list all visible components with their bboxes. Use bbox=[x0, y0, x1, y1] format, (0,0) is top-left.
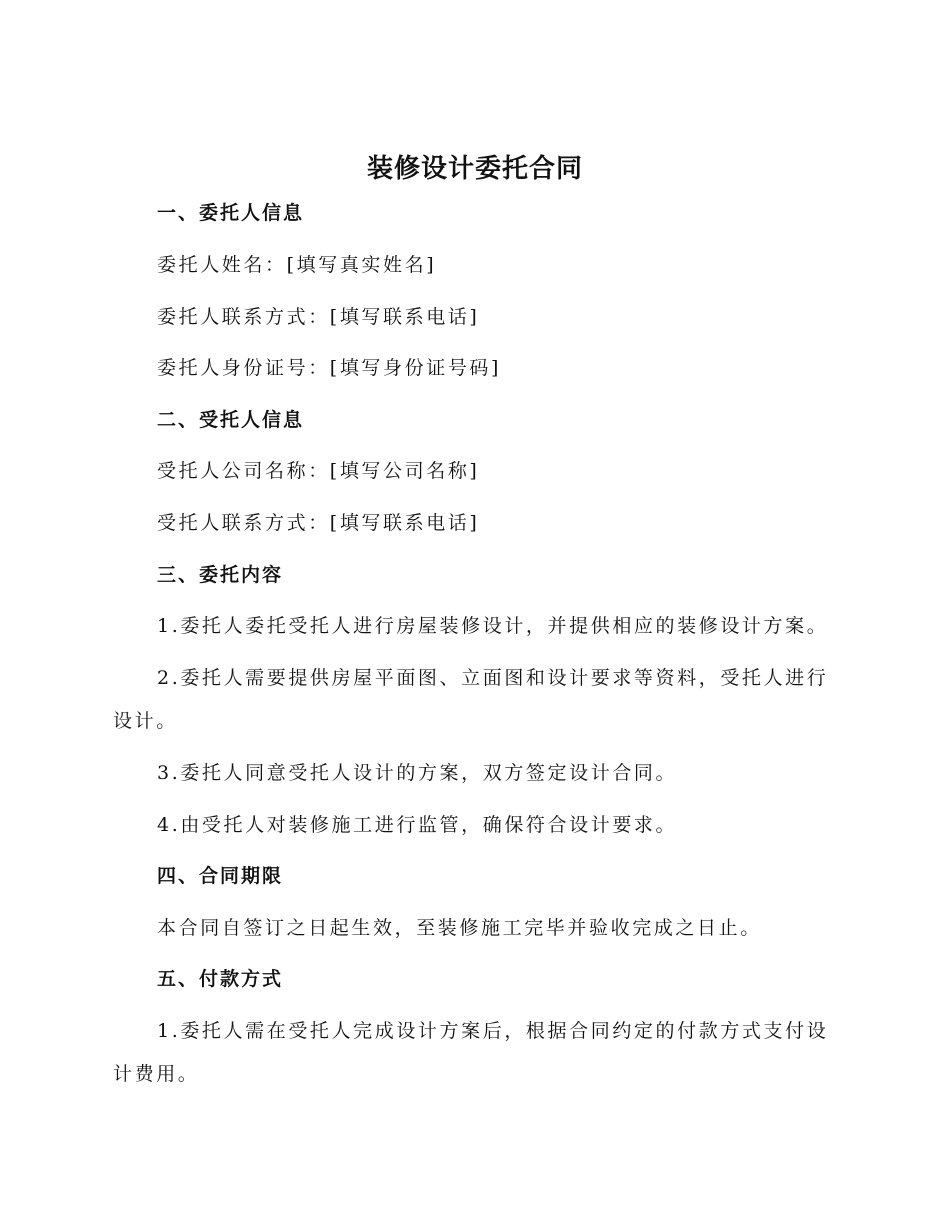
content-item-1: 1.委托人委托受托人进行房屋装修设计，并提供相应的装修设计方案。 bbox=[157, 615, 829, 637]
principal-contact-line: 委托人联系方式：[填写联系电话] bbox=[157, 306, 480, 328]
principal-id-line: 委托人身份证号：[填写身份证号码] bbox=[157, 357, 502, 379]
agent-contact-line: 受托人联系方式：[填写联系电话] bbox=[157, 512, 480, 534]
term-text: 本合同自签订之日起生效，至装修施工完毕并验收完成之日止。 bbox=[157, 917, 762, 939]
principal-name-line: 委托人姓名：[填写真实姓名] bbox=[157, 254, 437, 276]
section-heading-payment: 五、付款方式 bbox=[157, 968, 284, 990]
section-heading-term: 四、合同期限 bbox=[157, 865, 284, 887]
section-heading-principal: 一、委托人信息 bbox=[157, 202, 305, 224]
agent-company-line: 受托人公司名称：[填写公司名称] bbox=[157, 460, 480, 482]
content-item-2: 2.委托人需要提供房屋平面图、立面图和设计要求等资料，受托人进行 bbox=[157, 667, 829, 689]
content-item-2-continued: 设计。 bbox=[113, 710, 178, 732]
payment-item-1-continued: 计费用。 bbox=[113, 1063, 200, 1085]
payment-item-1: 1.委托人需在受托人完成设计方案后，根据合同约定的付款方式支付设 bbox=[157, 1020, 829, 1042]
section-heading-content: 三、委托内容 bbox=[157, 564, 284, 586]
document-title: 装修设计委托合同 bbox=[366, 154, 583, 184]
section-heading-agent: 二、受托人信息 bbox=[157, 409, 305, 431]
content-item-3: 3.委托人同意受托人设计的方案，双方签定设计合同。 bbox=[157, 762, 678, 784]
content-item-4: 4.由受托人对装修施工进行监管，确保符合设计要求。 bbox=[157, 814, 678, 836]
